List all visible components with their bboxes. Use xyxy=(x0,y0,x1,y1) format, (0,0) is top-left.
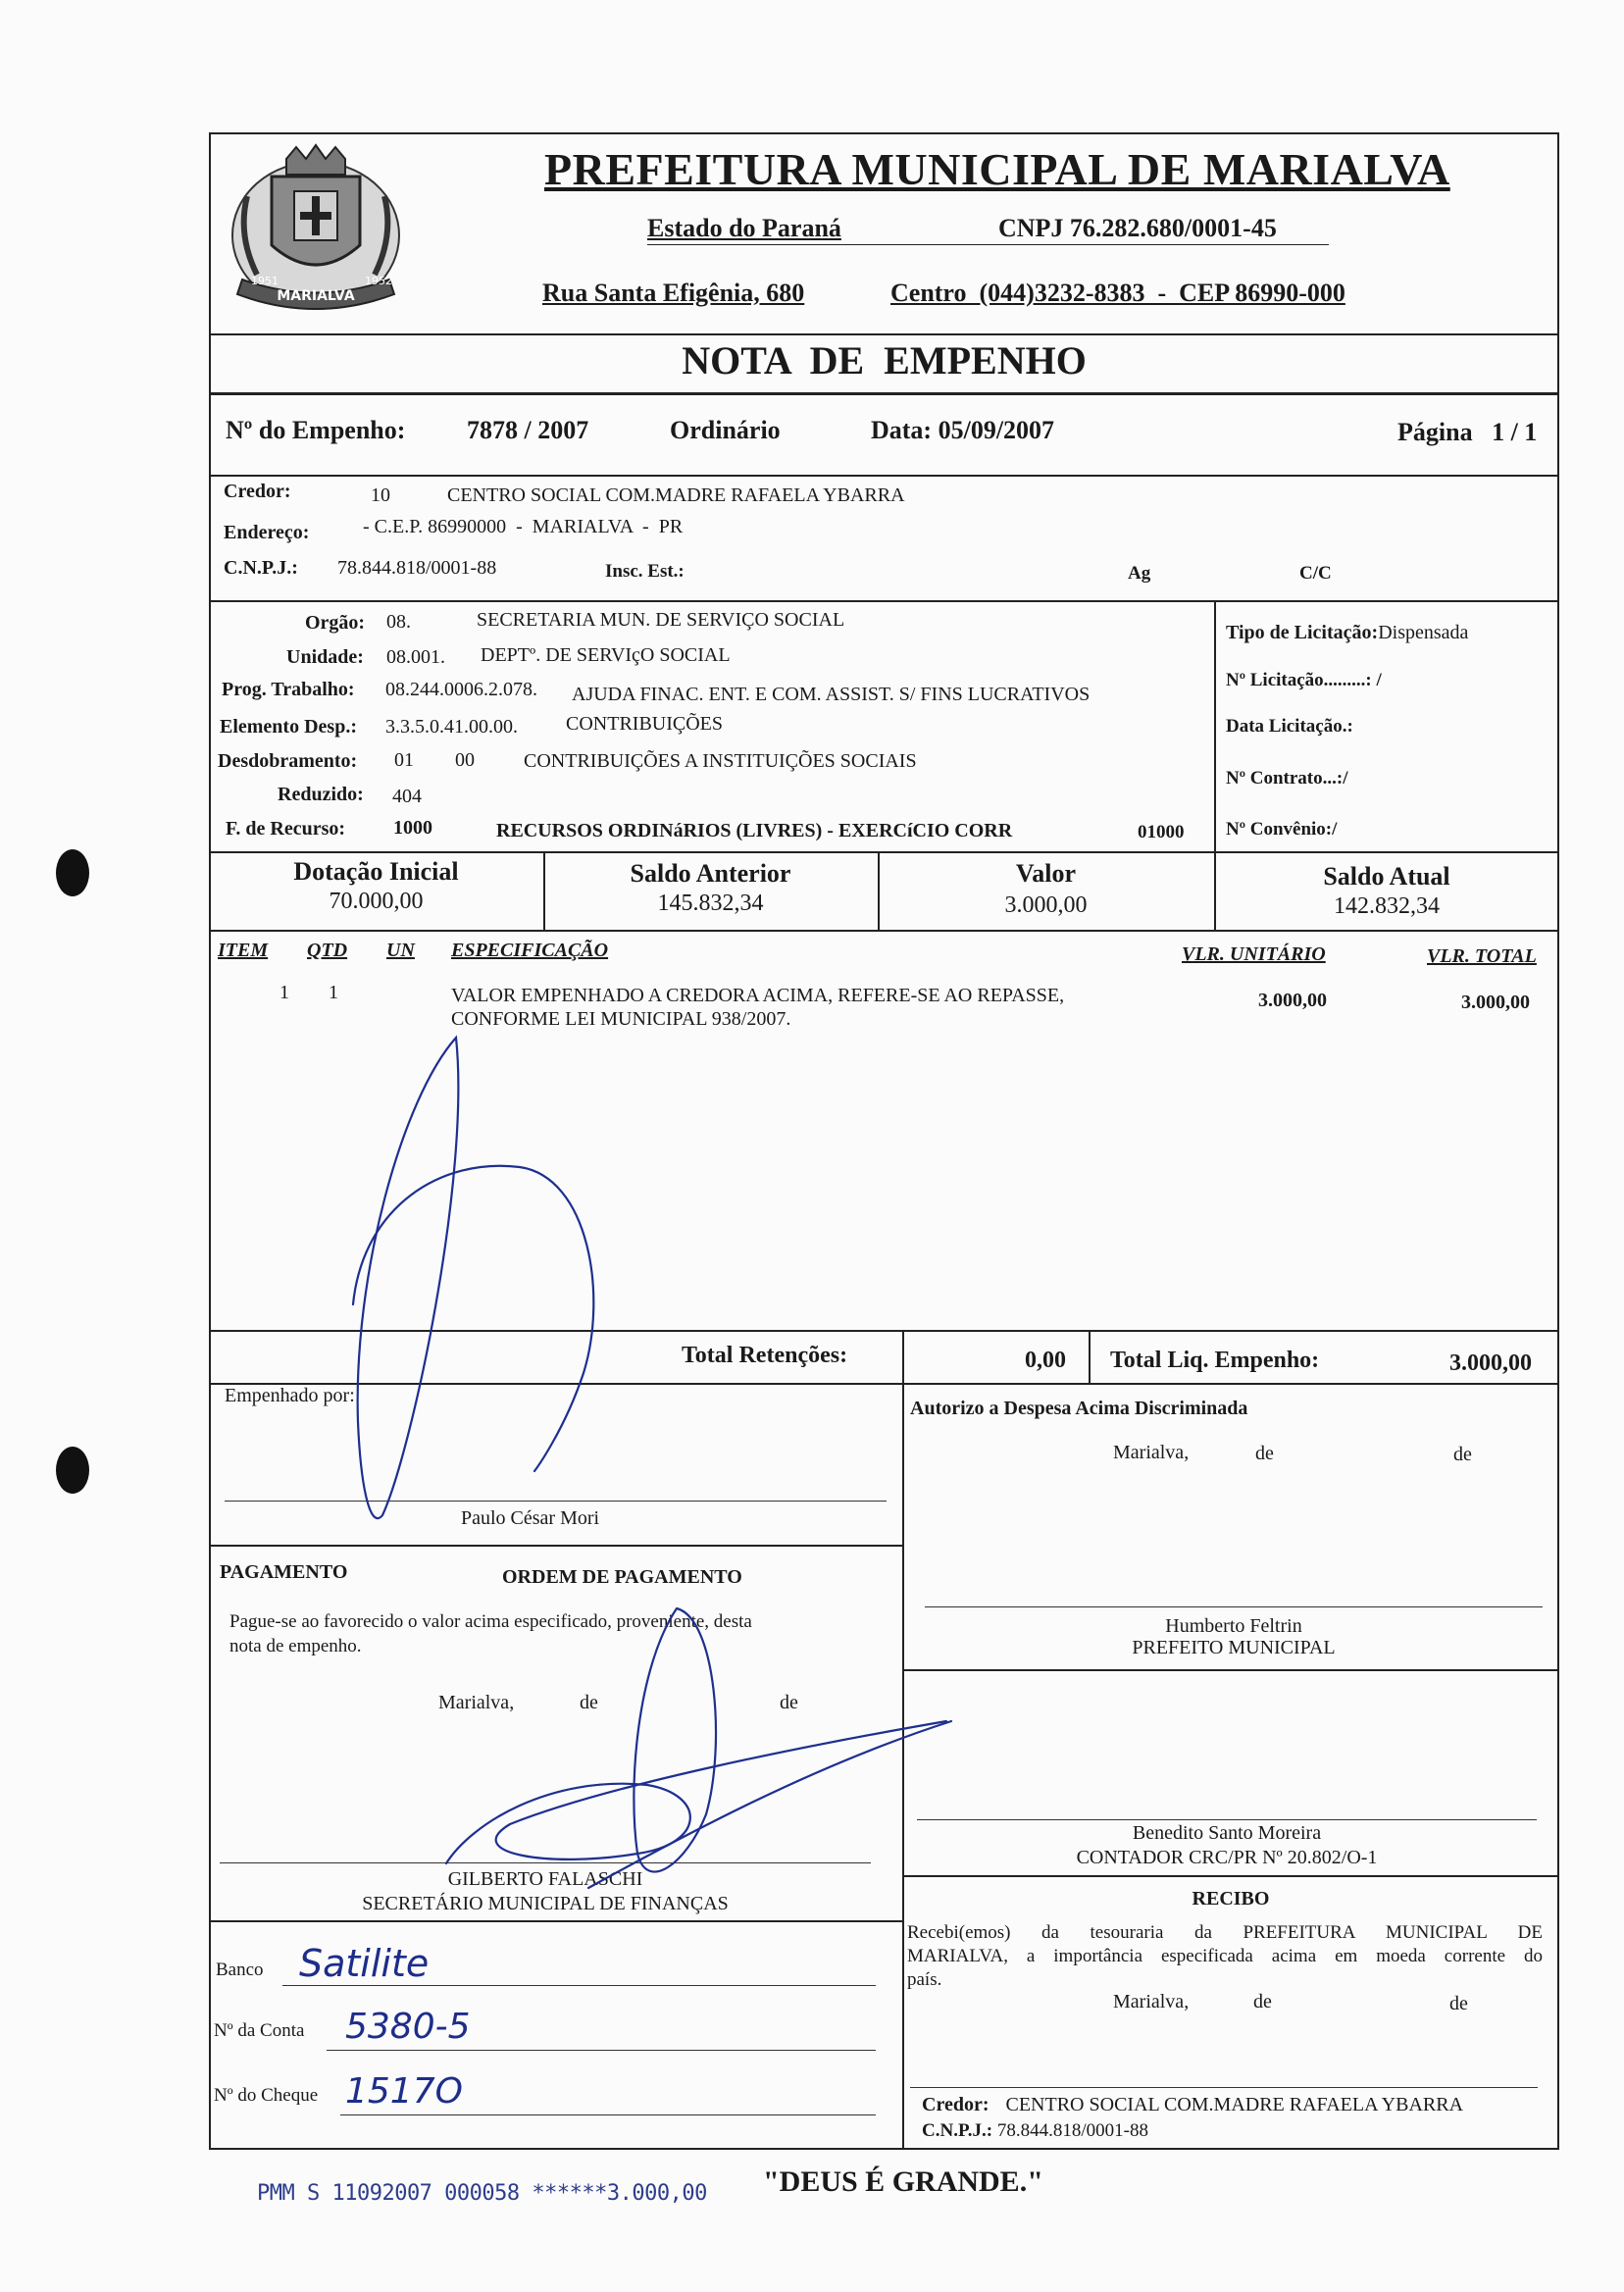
divider xyxy=(902,1330,904,1385)
insc-est-label: Insc. Est.: xyxy=(605,561,685,582)
divider xyxy=(902,1669,1559,1671)
col-total: VLR. TOTAL xyxy=(1427,945,1537,967)
prog-name: AJUDA FINAC. ENT. E COM. ASSIST. S/ FINS LUCRATIVOS xyxy=(572,684,1091,705)
address-label: Endereço: xyxy=(224,522,310,543)
contador-name: Benedito Santo Moreira xyxy=(1132,1822,1322,1844)
recurso-label: F. de Recurso: xyxy=(226,818,346,840)
page-title: PREFEITURA MUNICIPAL DE MARIALVA xyxy=(544,144,1450,194)
credor-label: Credor: xyxy=(224,481,291,502)
saldo-atual-label: Saldo Atual xyxy=(1323,862,1450,891)
recibo-text-2: MARIALVA, a importância especificada acima em moeda corrente do xyxy=(907,1946,1543,1966)
recibo-cnpj xyxy=(922,2120,1148,2142)
col-un: UN xyxy=(386,940,415,961)
banco-value: Satilite xyxy=(299,1942,430,1985)
row-spec-1: VALOR EMPENHADO A CREDORA ACIMA, REFERE-SE AO REPASSE, xyxy=(451,985,1065,1006)
empenho-number: 7878 / 2007 xyxy=(467,416,589,444)
divider xyxy=(209,475,1559,477)
pagamento-text-2: nota de empenho. xyxy=(229,1636,362,1656)
recibo-credor-name: CENTRO SOCIAL COM.MADRE RAFAELA YBARRA xyxy=(1005,2094,1464,2115)
row-total: 3.000,00 xyxy=(1461,992,1530,1013)
unidade-label: Unidade: xyxy=(286,646,364,668)
divider xyxy=(209,333,1559,335)
recibo-title: RECIBO xyxy=(1192,1888,1270,1910)
page-number: Página 1 / 1 xyxy=(1397,418,1538,446)
convenio-number: Nº Convênio:/ xyxy=(1226,819,1338,840)
desdobramento-name: CONTRIBUIÇÕES A INSTITUIÇÕES SOCIAIS xyxy=(524,750,917,772)
divider xyxy=(902,1875,1559,1877)
cheque-line xyxy=(340,2114,876,2115)
dotacao-value: 70.000,00 xyxy=(329,889,424,914)
recurso-code: 1000 xyxy=(393,817,432,839)
conta-line xyxy=(327,2050,876,2051)
autorizo-place: Marialva, xyxy=(1113,1442,1190,1463)
valor-value: 3.000,00 xyxy=(1004,892,1088,918)
pagamento-label: PAGAMENTO xyxy=(220,1561,348,1583)
divider xyxy=(209,1920,902,1922)
recibo-cnpj-label: C.N.P.J.: xyxy=(922,2120,993,2141)
empenho-number-label: Nº do Empenho: xyxy=(226,416,406,444)
pagamento-de1: de xyxy=(580,1692,598,1713)
desdobramento-code2: 00 xyxy=(455,749,475,771)
valor-label: Valor xyxy=(1015,859,1077,888)
autorizo-label: Autorizo a Despesa Acima Discriminada xyxy=(910,1398,1248,1419)
cc-label: C/C xyxy=(1299,563,1332,584)
cnpj-label: C.N.P.J.: xyxy=(224,557,298,579)
empenhado-label: Empenhado por: xyxy=(225,1385,355,1406)
punch-hole-bottom xyxy=(56,1447,89,1494)
prefeito-name: Humberto Feltrin xyxy=(1165,1615,1302,1637)
divider xyxy=(209,1330,1559,1332)
liquido-value: 3.000,00 xyxy=(1449,1350,1532,1376)
recibo-text-3: país. xyxy=(907,1969,942,1990)
signature-line xyxy=(225,1501,887,1502)
recurso-name: RECURSOS ORDINáRIOS (LIVRES) - EXERCíCIO CORR xyxy=(496,820,1013,841)
liquido-label: Total Liq. Empenho: xyxy=(1110,1348,1320,1373)
licitacao-tipo-value: Dispensada xyxy=(1378,622,1469,643)
recibo-credor xyxy=(922,2094,1463,2116)
conta-value: 5380-5 xyxy=(345,2007,471,2047)
desdobramento-code1: 01 xyxy=(394,749,414,771)
contrato-number: Nº Contrato...:/ xyxy=(1226,768,1348,789)
signature-line xyxy=(917,1819,1537,1820)
prefeito-role: PREFEITO MUNICIPAL xyxy=(1132,1637,1336,1658)
licitacao-number: Nº Licitação.........: / xyxy=(1226,670,1382,690)
divider xyxy=(209,392,1559,395)
licitacao-date: Data Licitação.: xyxy=(1226,716,1353,737)
cheque-label: Nº do Cheque xyxy=(214,2085,319,2106)
secretario-role: SECRETÁRIO MUNICIPAL DE FINANÇAS xyxy=(362,1893,729,1914)
ordem-label: ORDEM DE PAGAMENTO xyxy=(502,1566,742,1588)
municipal-crest xyxy=(218,137,414,324)
punch-hole-top xyxy=(56,849,89,896)
elemento-name: CONTRIBUIÇÕES xyxy=(566,713,724,735)
banco-line xyxy=(282,1985,876,1986)
header-street: Rua Santa Efigênia, 680 xyxy=(542,279,805,307)
col-unit: VLR. UNITÁRIO xyxy=(1182,943,1326,965)
orgao-label: Orgão: xyxy=(305,612,366,634)
divider xyxy=(209,1545,902,1547)
header-underline xyxy=(647,244,1329,245)
elemento-code: 3.3.5.0.41.00.00. xyxy=(385,716,518,738)
conta-label: Nº da Conta xyxy=(214,2020,305,2041)
state-label: Estado do Paraná xyxy=(647,214,841,242)
col-qtd: QTD xyxy=(307,940,348,961)
recibo-place: Marialva, xyxy=(1113,1991,1190,2012)
divider xyxy=(902,1383,904,2150)
unidade-name: DEPTº. DE SERVIçO SOCIAL xyxy=(481,644,731,666)
cheque-value: 1517O xyxy=(345,2071,463,2112)
recibo-credor-label: Credor: xyxy=(922,2094,990,2115)
recibo-cnpj-value: 78.844.818/0001-88 xyxy=(996,2120,1148,2141)
empenhado-name: Paulo César Mori xyxy=(461,1507,600,1529)
credor-name: CENTRO SOCIAL COM.MADRE RAFAELA YBARRA xyxy=(447,484,905,506)
recibo-text-1: Recebi(emos) da tesouraria da PREFEITURA MUNICIPAL DE xyxy=(907,1922,1543,1943)
desdobramento-label: Desdobramento: xyxy=(218,750,358,772)
row-unit: 3.000,00 xyxy=(1258,990,1327,1011)
reduzido-value: 404 xyxy=(392,786,422,807)
credor-code: 10 xyxy=(371,484,390,506)
autorizo-de2: de xyxy=(1453,1444,1472,1465)
svg-text:1952: 1952 xyxy=(365,275,392,287)
ag-label: Ag xyxy=(1128,563,1151,584)
saldo-atual-value: 142.832,34 xyxy=(1334,893,1440,919)
svg-text:MARIALVA: MARIALVA xyxy=(277,288,355,304)
elemento-label: Elemento Desp.: xyxy=(220,716,357,738)
svg-text:1951: 1951 xyxy=(251,275,279,287)
row-spec-2: CONFORME LEI MUNICIPAL 938/2007. xyxy=(451,1008,791,1030)
saldo-anterior-value: 145.832,34 xyxy=(657,891,764,916)
licitacao-tipo-label: Tipo de Licitação: xyxy=(1226,622,1379,643)
licitacao-tipo xyxy=(1226,622,1468,644)
signature-line xyxy=(910,2087,1538,2088)
pagamento-de2: de xyxy=(780,1692,798,1713)
reduzido-label: Reduzido: xyxy=(278,784,364,805)
doc-title: NOTA DE EMPENHO xyxy=(682,338,1087,382)
orgao-code: 08. xyxy=(386,611,411,633)
retencoes-label: Total Retenções: xyxy=(682,1343,848,1368)
divider xyxy=(209,851,1559,853)
retencoes-value: 0,00 xyxy=(1025,1348,1066,1373)
autorizo-de1: de xyxy=(1255,1443,1274,1464)
motto: "DEUS É GRANDE." xyxy=(763,2165,1043,2198)
col-item: ITEM xyxy=(218,940,269,961)
col-spec: ESPECIFICAÇÃO xyxy=(451,940,609,961)
orgao-name: SECRETARIA MUN. DE SERVIÇO SOCIAL xyxy=(477,609,845,631)
pagamento-place: Marialva, xyxy=(438,1692,515,1713)
banco-label: Banco xyxy=(216,1960,264,1980)
row-item: 1 xyxy=(279,982,289,1003)
saldo-anterior-label: Saldo Anterior xyxy=(630,859,791,888)
recibo-de2: de xyxy=(1449,1993,1468,2014)
recibo-de1: de xyxy=(1253,1991,1272,2012)
recurso-number: 01000 xyxy=(1138,822,1185,842)
signature-line xyxy=(925,1606,1543,1607)
secretario-name: GILBERTO FALASCHI xyxy=(447,1868,643,1890)
prog-code: 08.244.0006.2.078. xyxy=(385,679,537,700)
row-qtd: 1 xyxy=(329,982,338,1003)
signature-line xyxy=(220,1862,871,1863)
credor-cnpj: 78.844.818/0001-88 xyxy=(337,557,497,579)
empenho-date: Data: 05/09/2007 xyxy=(871,416,1055,444)
prog-label: Prog. Trabalho: xyxy=(222,679,355,700)
contador-role: CONTADOR CRC/PR Nº 20.802/O-1 xyxy=(1076,1847,1378,1868)
header-contact: Centro (044)3232-8383 - CEP 86990-000 xyxy=(890,279,1345,307)
credor-address: - C.E.P. 86990000 - MARIALVA - PR xyxy=(363,516,684,537)
unidade-code: 08.001. xyxy=(386,646,445,668)
divider xyxy=(209,600,1559,602)
pagamento-text-1: Pague-se ao favorecido o valor acima especificado, proveniente, desta xyxy=(229,1611,752,1632)
empenho-type: Ordinário xyxy=(670,416,781,444)
divider xyxy=(209,930,1559,932)
divider xyxy=(209,1383,1559,1385)
payment-stamp: PMM S 11092007 000058 ******3.000,00 xyxy=(257,2181,707,2206)
dotacao-label: Dotação Inicial xyxy=(293,857,459,886)
divider xyxy=(1089,1330,1091,1385)
header-cnpj: CNPJ 76.282.680/0001-45 xyxy=(998,214,1277,242)
